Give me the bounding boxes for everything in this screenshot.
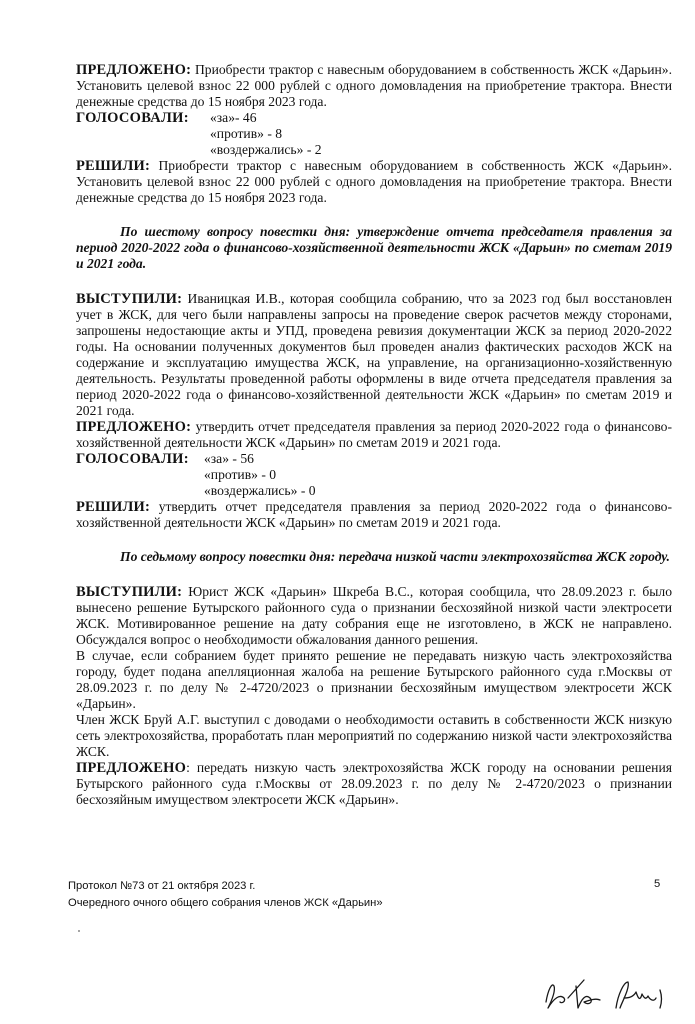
vote-row-for: [76, 451, 672, 467]
question6-heading: По шестому вопросу повестки дня: утверждение отчета председателя правления за период 2020-2022 года о финансово-хозяйственной деятельности ЖСК «Дарьин» по сметам 2019 и 2021 года.: [76, 224, 672, 271]
spoke-text: Юрист ЖСК «Дарьин» Шкреба В.С., которая сообщила, что 28.09.2023 г. было вынесено решение Бутырского районного суда о признании бесхозяйной низкой части электросети ЖСК. Мотивированное решение на дату собрания еще не изготовлено, в ЖСК не направлено. Обсуждался вопрос о необходимости обжалования данного решения.: [76, 584, 672, 647]
proposed-paragraph: [76, 62, 672, 110]
voted-label: ГОЛОСОВАЛИ:: [76, 451, 189, 467]
spoke-paragraph-q7: [76, 584, 672, 648]
scan-speck: [78, 930, 80, 932]
spoke-label: ВЫСТУПИЛИ:: [76, 291, 183, 307]
decided-label: РЕШИЛИ:: [76, 158, 151, 174]
spoke-text: Иваницкая И.В., которая сообщила собранию, что за 2023 год был восстановлен учет в ЖСК, для чего были направлены запросы на проведение сверок расчетов между сторонами, запрошены недостающие акты и УПД, проведена ревизия документации ЖСК за период 2020-2022 годы. На основании полученных документов был проведен анализ фактических расходов ЖСК на содержание и эксплуатацию имущества ЖСК, на управление, на организационно-хозяйственную деятельность. Результаты проведенной работы оформлены в виде отчета председателя правления за период 2020-2022 года о финансово-хозяйственной деятельности ЖСК «Дарьин» по сметам 2019 и 2021 года.: [76, 291, 672, 418]
decided-paragraph-q6: [76, 499, 672, 531]
proposed-text: Приобрести трактор с навесным оборудованием в собственность ЖСК «Дарьин». Установить целевой взнос 22 000 рублей с одного домовладения на приобретение трактора. Внести денежные средства до 15 ноября 2023 года.: [76, 62, 672, 109]
proposed-paragraph-q6: [76, 419, 672, 451]
decided-label: РЕШИЛИ:: [76, 499, 151, 515]
proposed-label: ПРЕДЛОЖЕНО:: [76, 419, 192, 435]
footer-protocol-line: Протокол №73 от 21 октября 2023 г.: [68, 880, 256, 892]
proposed-paragraph-q7: [76, 760, 672, 808]
footer-meeting-line: Очередного очного общего собрания членов ЖСК «Дарьин»: [68, 897, 383, 909]
proposed-label: ПРЕДЛОЖЕНО: [76, 760, 187, 776]
proposed-text: утвердить отчет председателя правления за период 2020-2022 года о финансово-хозяйственной деятельности ЖСК «Дарьин» по сметам 2019 и 2021 года.: [76, 419, 672, 450]
decided-text: утвердить отчет председателя правления за период 2020-2022 года о финансово-хозяйственной деятельности ЖСК «Дарьин» по сметам 2019 и 2021 года.: [76, 499, 672, 530]
spoke-paragraph-q6: [76, 291, 672, 419]
proposed-text: : передать низкую часть электрохозяйства ЖСК городу на основании решения Бутырского районного суда г.Москвы от 28.09.2023 г. по делу № 2-4720/2023 о признании бесхозяйным имуществом электросети ЖСК «Дарьин».: [76, 760, 672, 807]
vote-for: «за»- 46: [210, 110, 257, 125]
vote-row-abstain: [76, 142, 672, 158]
page-footer: [68, 878, 383, 912]
vote-against: «против» - 0: [204, 467, 277, 482]
vote-abstain: «воздержались» - 0: [204, 483, 316, 498]
paragraph-bruy: Член ЖСК Бруй А.Г. выступил с доводами о необходимости оставить в собственности ЖСК низкую сеть электрохозяйства, проработать план мероприятий по содержанию низкой части электрохозяйства ЖСК.: [76, 712, 672, 759]
vote-abstain: «воздержались» - 2: [210, 142, 322, 157]
vote-against: «против» - 8: [210, 126, 283, 141]
signatures-image: [538, 968, 678, 1018]
vote-row-for: [76, 110, 672, 126]
vote-row-abstain: [76, 483, 672, 499]
question7-heading: По седьмому вопросу повестки дня: передача низкой части электрохозяйства ЖСК городу.: [120, 549, 670, 564]
proposed-label: ПРЕДЛОЖЕНО:: [76, 62, 192, 78]
decided-paragraph: [76, 158, 672, 206]
vote-row-against: [76, 467, 672, 483]
page-number: 5: [654, 878, 661, 890]
document-body: [76, 62, 672, 808]
vote-row-against: [76, 126, 672, 142]
voted-label: ГОЛОСОВАЛИ:: [76, 110, 189, 126]
paragraph-appeal: В случае, если собранием будет принято решение не передавать низкую часть электрохозяйства городу, будет подана апелляционная жалоба на решение Бутырского районного суда г.Москвы от 28.09.2023 г. по делу № 2-4720/2023 о признании бесхозяйным имуществом электросети ЖСК «Дарьин».: [76, 648, 672, 711]
decided-text: Приобрести трактор с навесным оборудованием в собственность ЖСК «Дарьин». Установить целевой взнос 22 000 рублей с одного домовладения на приобретение трактора. Внести денежные средства до 15 ноября 2023 года.: [76, 158, 672, 205]
spoke-label: ВЫСТУПИЛИ:: [76, 584, 183, 600]
vote-for: «за» - 56: [204, 451, 254, 466]
